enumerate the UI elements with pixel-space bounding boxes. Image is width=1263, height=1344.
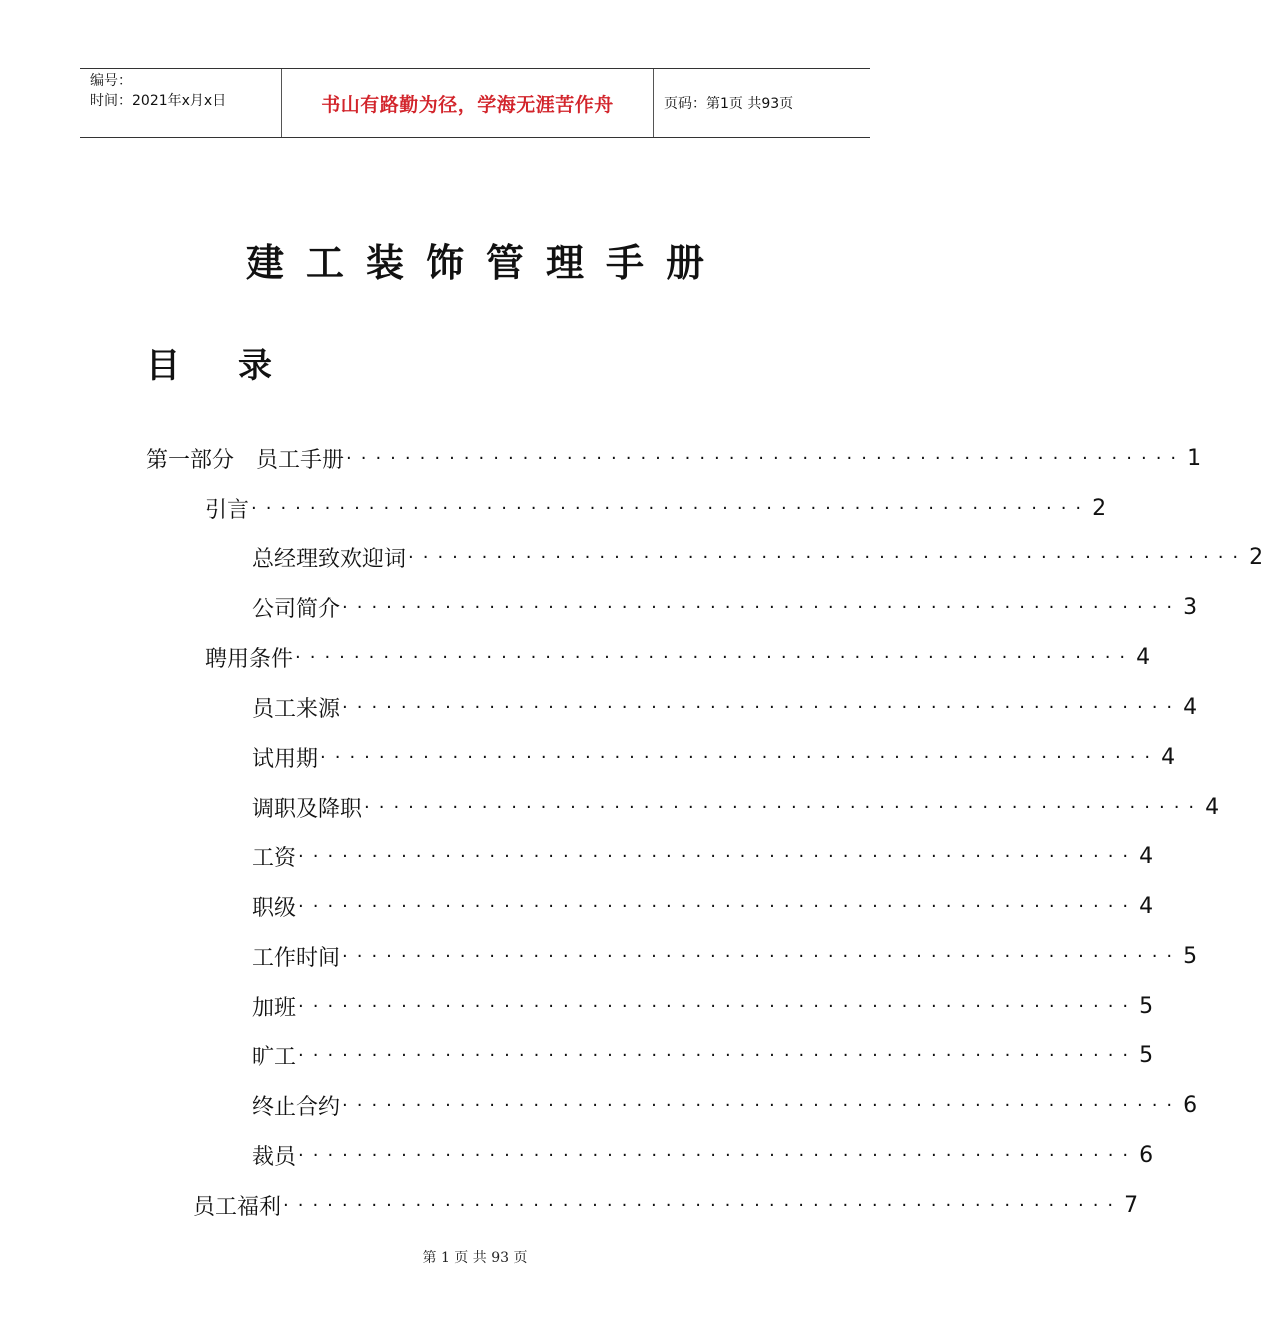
toc-entry-label: 引言 (205, 497, 250, 523)
toc-entry-label: 第一部分 员工手册 (146, 447, 345, 473)
toc-heading: 目录 (146, 346, 330, 386)
toc-entry-page: 4 (1139, 893, 1154, 919)
toc-dot-leader: ························································· (342, 596, 1182, 618)
toc-entry-page: 5 (1139, 993, 1154, 1019)
toc-entry[interactable] (252, 934, 1198, 978)
header-motto-cell (282, 69, 654, 137)
toc-dot-leader: ························································· (298, 995, 1138, 1017)
document-header (80, 68, 870, 138)
toc-dot-leader: ························································· (364, 796, 1204, 818)
toc-entry[interactable] (252, 1083, 1198, 1127)
toc-entry-label: 调职及降职 (252, 796, 363, 822)
toc-entry-label: 职级 (252, 895, 297, 921)
toc-entry-label: 公司简介 (252, 596, 341, 622)
toc-dot-leader: ························································· (408, 546, 1248, 568)
toc-dot-leader: ························································· (342, 696, 1182, 718)
toc-entry-label: 终止合约 (252, 1094, 341, 1120)
toc-entry-page: 5 (1183, 943, 1198, 969)
toc-dot-leader: ························································· (342, 945, 1182, 967)
toc-entry-label: 聘用条件 (205, 646, 294, 672)
toc-entry[interactable] (252, 785, 1220, 829)
toc-entry-label: 裁员 (252, 1144, 297, 1170)
toc-entry-label: 员工福利 (193, 1194, 282, 1220)
toc-dot-leader: ························································· (283, 1194, 1123, 1216)
toc-entry[interactable] (252, 1033, 1154, 1077)
toc-entry-page: 4 (1161, 744, 1176, 770)
toc-dot-leader: ························································· (295, 646, 1135, 668)
toc-entry-page: 1 (1187, 445, 1202, 471)
toc-entry[interactable] (146, 436, 1202, 480)
toc-entry-page: 3 (1183, 594, 1198, 620)
header-meta-cell (80, 69, 282, 137)
header-page-info: 页码：第1页 共93页 (664, 96, 794, 112)
toc-entry-page: 2 (1249, 544, 1263, 570)
toc-entry-label: 员工来源 (252, 696, 341, 722)
toc-dot-leader: ························································· (298, 845, 1138, 867)
toc-entry-label: 总经理致欢迎词 (252, 546, 407, 572)
toc-entry-label: 旷工 (252, 1044, 297, 1070)
toc-dot-leader: ························································· (342, 1094, 1182, 1116)
toc-dot-leader: ························································· (320, 746, 1160, 768)
toc-entry-label: 工资 (252, 845, 297, 871)
toc-dot-leader: ························································· (251, 497, 1091, 519)
toc-entry-page: 5 (1139, 1042, 1154, 1068)
toc-dot-leader: ························································· (346, 447, 1186, 469)
toc-dot-leader: ························································· (298, 895, 1138, 917)
toc-entry[interactable] (252, 535, 1263, 579)
toc-entry-page: 7 (1124, 1192, 1139, 1218)
document-title: 建工装饰管理手册 (245, 241, 726, 285)
toc-entry[interactable] (205, 486, 1107, 530)
toc-entry-page: 6 (1183, 1092, 1198, 1118)
toc-entry[interactable] (252, 984, 1154, 1028)
document-time-label: 时间：2021年x月x日 (90, 93, 227, 109)
toc-entry-page: 2 (1092, 495, 1107, 521)
toc-entry-page: 4 (1205, 794, 1220, 820)
toc-entry-label: 工作时间 (252, 945, 341, 971)
toc-entry-page: 4 (1183, 694, 1198, 720)
toc-entry-label: 试用期 (252, 746, 319, 772)
toc-entry[interactable] (252, 735, 1176, 779)
toc-entry-page: 4 (1136, 644, 1151, 670)
toc-dot-leader: ························································· (298, 1044, 1138, 1066)
toc-entry[interactable] (193, 1183, 1139, 1227)
header-motto: 书山有路勤为径，学海无涯苦作舟 (321, 93, 614, 116)
toc-entry[interactable] (205, 635, 1151, 679)
toc-entry-page: 6 (1139, 1142, 1154, 1168)
toc-entry[interactable] (252, 1133, 1154, 1177)
toc-entry-page: 4 (1139, 843, 1154, 869)
toc-entry[interactable] (252, 884, 1154, 928)
toc-dot-leader: ························································· (298, 1144, 1138, 1166)
document-number-label: 编号： (90, 73, 132, 89)
toc-entry[interactable] (252, 685, 1198, 729)
header-page-cell (654, 69, 870, 137)
toc-entry[interactable] (252, 834, 1154, 878)
page-footer: 第 1 页 共 93 页 (422, 1250, 528, 1266)
toc-entry[interactable] (252, 585, 1198, 629)
toc-entry-label: 加班 (252, 995, 297, 1021)
